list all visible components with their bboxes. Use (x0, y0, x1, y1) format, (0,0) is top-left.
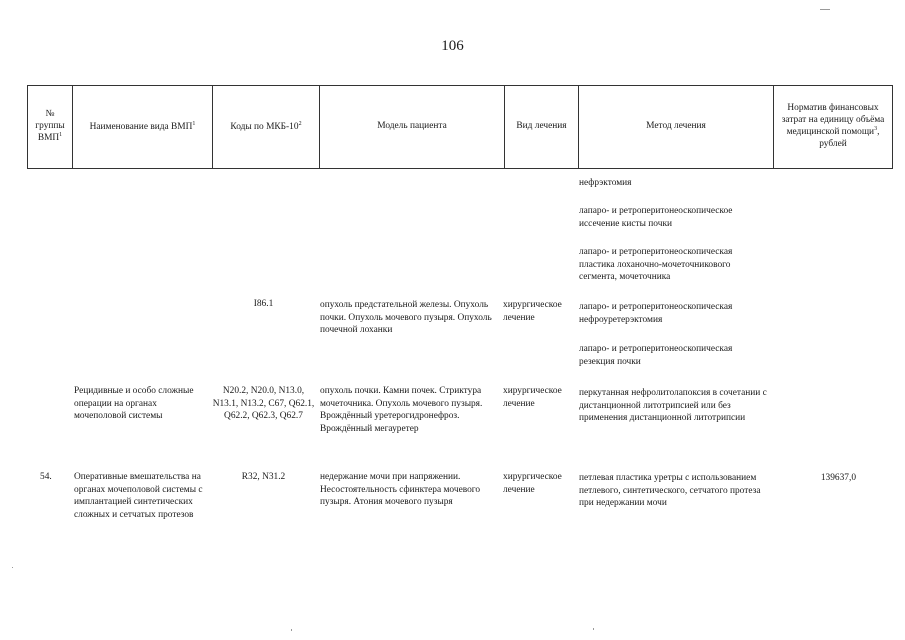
footnote-mark: 1 (192, 120, 196, 127)
header-norm-cost (773, 86, 892, 168)
header-mkb-codes-label: Коды по МКБ-10 (230, 121, 299, 132)
header-vmp-name-label: Наименование вида ВМП (89, 121, 193, 132)
footnote-mark: 1 (59, 132, 63, 139)
header-treatment-type (504, 86, 578, 168)
mkb-code: I86.1 (253, 299, 274, 309)
scan-speck (593, 628, 594, 630)
header-group-number (28, 86, 72, 168)
scan-speck (820, 9, 830, 10)
header-group-number-label: № группы ВМП (35, 108, 65, 144)
method-text: лапаро- и ретроперитонеоскопическая нефроуретерэктомия (579, 302, 733, 325)
method-text: петлевая пластика уретры с использованием петлевого, синтетического, сетчатого протеза при недержании мочи (579, 473, 761, 508)
header-patient-model (319, 86, 504, 168)
header-mkb-codes (212, 86, 319, 168)
method-text: лапаро- и ретроперитонеоскопическое иссечение кисты почки (579, 206, 733, 229)
header-treatment-method-label: Метод лечения (646, 121, 706, 132)
vmp-name-text: Рецидивные и особо сложные операции на органах мочеполовой системы (74, 386, 194, 421)
footnote-mark: 3 (874, 126, 878, 133)
header-norm-cost-tail: , рублей (819, 127, 880, 150)
table-header (27, 85, 893, 169)
treatment-type-text: хирургическое лечение (503, 386, 562, 409)
scan-speck (12, 567, 13, 568)
patient-model-text: опухоль почки. Камни почек. Стриктура мочеточника. Опухоль мочевого пузыря. Врождённый уретерогидронефроз. Врождённый мегауретер (320, 386, 483, 434)
header-treatment-method (578, 86, 773, 168)
mkb-codes-text: N20.2, N20.0, N13.0, N13.1, N13.2, C67, Q62.1, Q62.2, Q62.3, Q62.7 (212, 386, 315, 421)
header-vmp-name (72, 86, 212, 168)
vmp-name-text: Оперативные вмешательства на органах мочеполовой системы с имплантацией синтетических сложных и сетчатых протезов (74, 472, 203, 520)
header-treatment-type-label: Вид лечения (516, 121, 567, 132)
group-number: 54. (40, 472, 52, 482)
header-patient-model-label: Модель пациента (377, 121, 447, 132)
mkb-codes-text: R32, N31.2 (241, 472, 286, 482)
patient-model-text: опухоль предстательной железы. Опухоль почки. Опухоль мочевого пузыря. Опухоль почечной лоханки (320, 300, 492, 335)
treatment-type-text: хирургическое лечение (503, 300, 562, 323)
footnote-mark: 2 (298, 120, 302, 127)
scan-speck (291, 629, 292, 631)
patient-model-text: недержание мочи при напряжении. Несостоятельность сфинктера мочевого пузыря. Атония мочевого пузыря (320, 472, 481, 507)
method-text: лапаро- и ретроперитонеоскопическая пластика лоханочно-мочеточникового сегмента, мочеточника (579, 247, 733, 282)
method-text: перкутанная нефролитолапоксия в сочетании с дистанционной литотрипсией или без применения дистанционной литотрипсии (579, 388, 767, 423)
page-number: 106 (441, 38, 464, 54)
method-text: нефрэктомия (579, 178, 632, 188)
method-text: лапаро- и ретроперитонеоскопическая резекция почки (579, 344, 733, 367)
treatment-type-text: хирургическое лечение (503, 472, 562, 495)
norm-cost-value: 139637,0 (820, 473, 856, 483)
header-norm-cost-label: Норматив финансовых затрат на единицу объёма медицинской помощи (781, 102, 885, 138)
